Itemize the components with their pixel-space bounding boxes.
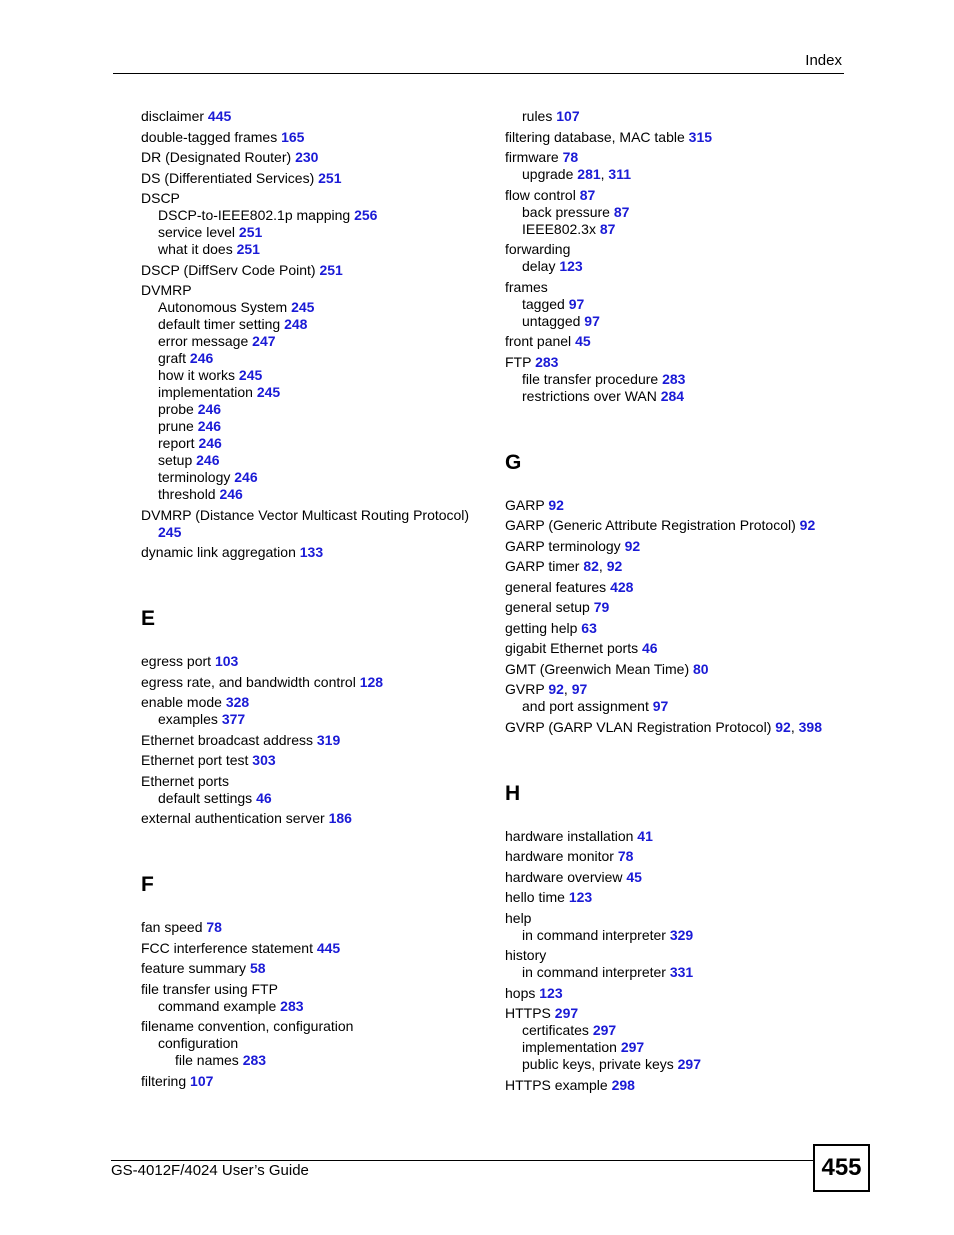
index-entry <box>505 599 845 616</box>
page-link[interactable]: 319 <box>316 731 341 748</box>
page-link[interactable]: 186 <box>328 810 352 826</box>
index-entry <box>141 752 491 769</box>
entry-text: forwarding <box>505 241 571 257</box>
entry-text: egress rate, and bandwidth control <box>141 673 356 690</box>
entry-text: what it does <box>158 241 233 257</box>
entry-text: file names <box>175 1052 239 1068</box>
index-entry <box>505 985 845 1002</box>
entry-text: DS (Differentiated Services) <box>141 169 315 186</box>
index-entry <box>141 919 491 936</box>
entry-text: error message <box>158 333 249 349</box>
page-link[interactable]: 78 <box>562 149 579 165</box>
page-link[interactable]: 103 <box>214 653 239 669</box>
index-entry <box>141 732 491 749</box>
entry-text: terminology <box>158 469 231 485</box>
index-subentry <box>505 108 845 125</box>
header-title: Index <box>805 52 842 69</box>
index-subentry <box>141 998 491 1015</box>
page-link[interactable]: 398 <box>798 718 822 735</box>
index-subentry <box>141 418 491 435</box>
entry-text: default timer setting <box>158 316 281 332</box>
index-entry <box>141 960 491 977</box>
page-link[interactable]: 97 <box>568 295 585 312</box>
index-entry <box>505 497 845 514</box>
index-subentry <box>505 927 845 944</box>
index-subentry <box>141 711 491 728</box>
entry-text: getting help <box>505 619 578 636</box>
section-letter: H <box>505 781 521 805</box>
entry-text: GMT (Greenwich Mean Time) <box>505 660 690 677</box>
index-entry <box>141 282 491 299</box>
index-entry <box>141 190 491 207</box>
entry-text: DSCP (DiffServ Code Point) <box>141 261 316 278</box>
index-entry <box>141 981 491 998</box>
index-entry <box>505 579 845 596</box>
entry-text: external authentication server <box>141 810 325 826</box>
entry-text: configuration <box>158 1035 239 1051</box>
index-entry <box>141 810 491 827</box>
index-subentry <box>141 790 491 807</box>
index-entry <box>505 149 845 166</box>
page-link[interactable]: 251 <box>318 169 342 186</box>
page-link[interactable]: 230 <box>295 149 319 165</box>
page-link[interactable]: 133 <box>299 544 324 560</box>
index-subentry <box>141 452 491 469</box>
entry-text: gigabit Ethernet ports <box>505 640 639 656</box>
page-link[interactable]: 283 <box>535 353 559 370</box>
entry-text: FTP <box>505 353 532 370</box>
index-subentry <box>505 1022 845 1039</box>
index-column-right <box>505 108 845 1094</box>
index-entry <box>505 538 845 555</box>
index-entry <box>141 1018 491 1035</box>
index-subentry <box>505 1039 845 1056</box>
page-link[interactable]: 107 <box>190 1072 214 1089</box>
section-letter: F <box>141 873 154 896</box>
index-subentry <box>141 486 491 503</box>
section-letter: G <box>505 450 522 474</box>
page-link[interactable]: 297 <box>620 1039 645 1055</box>
page-link[interactable]: 41 <box>637 827 653 844</box>
page-link[interactable]: 251 <box>236 241 260 257</box>
entry-text: IEEE802.3x <box>522 220 596 237</box>
index-entry <box>505 241 845 258</box>
entry-text: hops <box>505 984 536 1001</box>
index-subentry <box>141 384 491 401</box>
index-subentry <box>141 224 491 241</box>
entry-text: GARP terminology <box>505 537 621 554</box>
entry-text: file transfer procedure <box>522 370 659 387</box>
entry-text: general features <box>505 578 607 595</box>
entry-text: filename convention, configuration <box>141 1018 354 1034</box>
page-link[interactable]: 107 <box>556 108 580 124</box>
entry-text: Ethernet broadcast address <box>141 731 313 748</box>
page-link[interactable]: 92 <box>548 681 564 697</box>
entry-text: Autonomous System <box>158 299 288 315</box>
entry-text: dynamic link aggregation <box>141 544 296 560</box>
page-link[interactable]: 92 <box>799 517 816 533</box>
page-link[interactable]: 298 <box>611 1076 635 1093</box>
page-link[interactable]: 256 <box>354 207 378 223</box>
page-link[interactable]: 87 <box>613 203 630 220</box>
page-link[interactable]: 97 <box>584 312 600 329</box>
page-link[interactable]: 80 <box>693 660 709 677</box>
entry-text: examples <box>158 711 218 727</box>
page-link[interactable]: 246 <box>197 401 222 417</box>
index-entry <box>505 279 845 296</box>
index-subentry <box>141 299 491 316</box>
page-link[interactable]: 246 <box>196 452 220 468</box>
entry-text: feature summary <box>141 960 247 976</box>
entry-text: service level <box>158 224 236 240</box>
entry-text: delay <box>522 258 556 274</box>
entry-text: setup <box>158 452 193 468</box>
index-entry: GARP timer 82, 92 <box>505 558 623 574</box>
index-entry <box>505 1077 845 1094</box>
entry-text: hardware overview <box>505 868 623 885</box>
page-link[interactable]: 245 <box>158 523 182 540</box>
page-link[interactable]: 78 <box>617 848 634 864</box>
index-subentry <box>505 221 845 238</box>
page-link[interactable]: 284 <box>660 387 685 404</box>
entry-text: implementation <box>522 1039 617 1055</box>
page-link[interactable]: 63 <box>581 619 597 636</box>
page-link[interactable]: 377 <box>221 711 246 727</box>
index-subentry <box>141 435 491 452</box>
page-link[interactable]: 79 <box>593 599 610 615</box>
index-entry <box>505 333 845 350</box>
footer-rule <box>111 1160 813 1161</box>
page-link[interactable]: 246 <box>198 435 222 451</box>
page-link[interactable]: 329 <box>669 926 694 943</box>
entry-text: and port assignment <box>522 698 649 714</box>
entry-text: prune <box>158 418 194 434</box>
index-entry <box>141 694 491 711</box>
entry-text: upgrade <box>522 166 574 182</box>
page-link[interactable]: 45 <box>575 333 591 349</box>
page-link[interactable]: 283 <box>242 1052 267 1068</box>
index-entry <box>141 262 491 279</box>
page-link[interactable]: 246 <box>197 418 222 434</box>
entry-text: hardware monitor <box>505 848 614 864</box>
index-subentry <box>141 241 491 258</box>
page-link[interactable]: 248 <box>284 316 308 332</box>
page-link[interactable]: 315 <box>688 128 713 145</box>
page-link[interactable]: 78 <box>206 919 222 935</box>
page-link[interactable]: 92 <box>624 537 641 554</box>
page-link[interactable]: 281 <box>577 166 601 182</box>
index-entry <box>505 848 845 865</box>
page-link[interactable]: 82 <box>583 558 599 574</box>
page-link[interactable]: 297 <box>592 1022 617 1038</box>
entry-text: egress port <box>141 653 212 669</box>
index-entry: GVRP 92, 97 <box>505 681 588 697</box>
page-link[interactable]: 123 <box>539 984 563 1001</box>
entry-text: fan speed <box>141 919 203 935</box>
entry-text: FCC interference statement <box>141 939 313 956</box>
page-link[interactable]: 247 <box>252 333 276 349</box>
page-link[interactable]: 165 <box>281 128 305 145</box>
index-subentry <box>141 367 491 384</box>
entry-text: file transfer using FTP <box>141 980 278 997</box>
page-link[interactable]: 297 <box>554 1005 579 1021</box>
page-link[interactable]: 251 <box>238 224 263 240</box>
index-entry <box>141 674 491 691</box>
page-link[interactable]: 445 <box>207 108 232 124</box>
entry-text: GVRP (GARP VLAN Registration Protocol) <box>505 718 772 735</box>
page-link[interactable]: 87 <box>599 220 616 237</box>
entry-text: probe <box>158 401 194 417</box>
index-subentry <box>141 1035 491 1052</box>
entry-text: tagged <box>522 295 565 312</box>
index-subentry <box>505 296 845 313</box>
entry-text: report <box>158 435 195 451</box>
page-link[interactable]: 303 <box>252 752 276 768</box>
page-link[interactable]: 246 <box>189 350 214 366</box>
index-entry <box>505 828 845 845</box>
index-subentry <box>505 204 845 221</box>
page-number: 455 <box>813 1144 870 1192</box>
index-subentry <box>505 964 845 981</box>
entry-text: in command interpreter <box>522 964 666 980</box>
header-rule <box>113 73 844 74</box>
page-link[interactable]: 46 <box>256 789 272 806</box>
entry-text: command example <box>158 997 277 1014</box>
entry-text: firmware <box>505 149 559 165</box>
index-subentry <box>505 698 845 715</box>
entry-text: GARP timer <box>505 558 580 574</box>
entry-text: HTTPS example <box>505 1076 608 1093</box>
index-subentry <box>505 388 845 405</box>
entry-text: DSCP <box>141 190 180 206</box>
entry-text: back pressure <box>522 203 610 220</box>
page-link[interactable]: 92 <box>775 718 791 735</box>
index-entry <box>141 1073 491 1090</box>
entry-text: GARP <box>505 496 545 513</box>
page-link[interactable]: 328 <box>225 694 250 710</box>
page-link[interactable]: 245 <box>291 299 315 315</box>
page-link[interactable]: 311 <box>608 166 632 182</box>
index-subentry <box>141 524 491 541</box>
index-entry <box>505 869 845 886</box>
index-subentry <box>141 316 491 333</box>
index-entry <box>505 129 845 146</box>
page-link[interactable]: 87 <box>579 186 596 203</box>
entry-text: GVRP <box>505 681 545 697</box>
entry-text: frames <box>505 278 548 295</box>
entry-text: default settings <box>158 789 253 806</box>
index-subentry <box>505 1056 845 1073</box>
index-entry <box>141 773 491 790</box>
index-entry <box>505 947 845 964</box>
page-link[interactable]: 445 <box>316 939 341 956</box>
entry-text: Ethernet port test <box>141 752 249 768</box>
entry-text: rules <box>522 108 553 124</box>
index-entry <box>505 1005 845 1022</box>
index-subentry <box>141 350 491 367</box>
index-entry <box>141 129 491 146</box>
page-link[interactable]: 246 <box>234 469 258 485</box>
entry-text: general setup <box>505 599 590 615</box>
page-link[interactable]: 123 <box>559 258 583 274</box>
entry-text: untagged <box>522 312 581 329</box>
entry-text: enable mode <box>141 694 222 710</box>
entry-text: restrictions over WAN <box>522 387 657 404</box>
guide-title: GS-4012F/4024 User’s Guide <box>111 1162 309 1179</box>
page-link[interactable]: 97 <box>571 681 588 697</box>
entry-text: filtering <box>141 1072 187 1089</box>
index-entry <box>141 653 491 670</box>
entry-text: GARP (Generic Attribute Registration Protocol) <box>505 517 796 533</box>
entry-text: history <box>505 947 547 963</box>
page-link[interactable]: 97 <box>652 698 669 714</box>
page-link[interactable]: 45 <box>626 868 642 885</box>
entry-text: DSCP-to-IEEE802.1p mapping <box>158 207 351 223</box>
page-link[interactable]: 428 <box>610 578 634 595</box>
index-subentry <box>141 1052 491 1069</box>
index-entry <box>141 507 491 524</box>
index-entry <box>505 661 845 678</box>
index-subentry <box>505 313 845 330</box>
index-entry <box>505 517 845 534</box>
index-entry <box>505 620 845 637</box>
section-letter: E <box>141 607 156 630</box>
page-link[interactable]: 297 <box>677 1056 701 1072</box>
entry-text: in command interpreter <box>522 926 666 943</box>
index-subentry <box>141 207 491 224</box>
page-link[interactable]: 128 <box>359 673 384 690</box>
index-entry <box>505 889 845 906</box>
entry-text: DVMRP (Distance Vector Multicast Routing Protocol) <box>141 506 470 523</box>
entry-text: double-tagged frames <box>141 128 278 145</box>
index-entry <box>141 170 491 187</box>
entry-text: front panel <box>505 333 572 349</box>
index-entry <box>505 187 845 204</box>
page-link[interactable]: 331 <box>669 964 694 980</box>
entry-text: implementation <box>158 384 253 400</box>
index-entry <box>141 108 491 125</box>
entry-text: how it works <box>158 367 236 383</box>
entry-text: public keys, private keys <box>522 1056 674 1072</box>
index-subentry <box>141 333 491 350</box>
entry-text: DR (Designated Router) <box>141 149 292 165</box>
entry-text: threshold <box>158 486 216 502</box>
index-column-left <box>141 108 491 1090</box>
index-entry: GVRP (GARP VLAN Registration Protocol) 92, 398 <box>505 718 822 735</box>
entry-text: disclaimer <box>141 108 205 124</box>
page-link[interactable]: 283 <box>662 370 686 387</box>
index-subentry <box>505 371 845 388</box>
entry-text: filtering database, MAC table <box>505 128 685 145</box>
index-subentry <box>505 258 845 275</box>
entry-text: HTTPS <box>505 1005 551 1021</box>
page-link[interactable]: 92 <box>548 496 564 513</box>
entry-text: hello time <box>505 889 565 905</box>
entry-text: Ethernet ports <box>141 772 229 789</box>
index-entry <box>141 149 491 166</box>
page-link[interactable]: 283 <box>280 997 304 1014</box>
index-entry <box>141 940 491 957</box>
page-link[interactable]: 251 <box>319 261 343 278</box>
entry-text: help <box>505 909 532 926</box>
entry-text: DVMRP <box>141 282 192 298</box>
page-link[interactable]: 245 <box>256 384 281 400</box>
index-entry <box>505 354 845 371</box>
index-entry <box>505 910 845 927</box>
index-subentry <box>141 469 491 486</box>
entry-text: graft <box>158 350 187 366</box>
entry-text: certificates <box>522 1022 589 1038</box>
entry-text: hardware installation <box>505 827 634 844</box>
page-link[interactable]: 46 <box>641 640 658 656</box>
index-entry <box>505 640 845 657</box>
page-link[interactable]: 58 <box>249 960 266 976</box>
index-subentry: upgrade 281, 311 <box>522 166 632 182</box>
index-entry <box>141 544 491 561</box>
page-link[interactable]: 245 <box>238 367 263 383</box>
page-link[interactable]: 123 <box>568 889 593 905</box>
page-link[interactable]: 92 <box>606 558 623 574</box>
entry-text: flow control <box>505 186 576 203</box>
index-subentry <box>141 401 491 418</box>
page-link[interactable]: 246 <box>219 486 243 502</box>
